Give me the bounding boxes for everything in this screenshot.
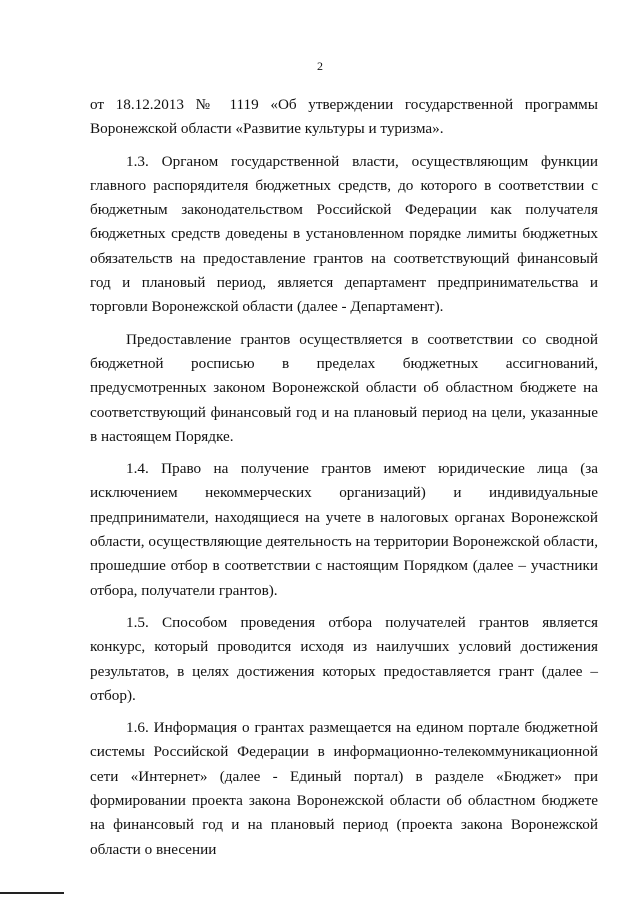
paragraph-1-4: 1.4. Право на получение грантов имеют юридические лица (за исключением некоммерческих организаций) и индивидуальные предприниматели, находящиеся на учете в налоговых органах Воронежской области, осуществляющие деятельность на территории Воронежской области, прошедшие отбор в соответствии с настоящим Порядком (далее – участники отбора, получатели грантов). — [90, 460, 598, 599]
paragraph-1-6: 1.6. Информация о грантах размещается на едином портале бюджетной системы Российской Федерации в информационно-телекоммуникационной сети «Интернет» (далее - Единый портал) в разделе «Бюджет» при формировании проекта закона Воронежской области об областном бюджете на финансовый год и на плановый период (проекта закона Воронежской области о внесении — [90, 719, 598, 858]
paragraph-grant-provision: Предоставление грантов осуществляется в соответствии со сводной бюджетной росписью в пределах бюджетных ассигнований, предусмотренных законом Воронежской области об областном бюджете на соответствующий финансовый год и на плановый период на цели, указанные в настоящем Порядке. — [90, 330, 598, 445]
page-number: 2 — [317, 59, 323, 73]
footnote-rule — [0, 892, 64, 894]
paragraph-1-5: 1.5. Способом проведения отбора получателей грантов является конкурс, который проводится исходя из наилучших условий достижения результатов, в целях достижения которых предоставляется грант (далее – отбор). — [90, 613, 598, 704]
document-body — [90, 93, 598, 870]
paragraph-program-reference: от 18.12.2013 № 1119 «Об утверждении государственной программы Воронежской области «Развитие культуры и туризма». — [90, 96, 598, 138]
paragraph-1-3: 1.3. Органом государственной власти, осуществляющим функции главного распорядителя бюджетных средств, до которого в соответствии с бюджетным законодательством Российской Федерации как получателя бюджетных средств доведены в установленном порядке лимиты бюджетных обязательств на предоставление грантов на соответствующий финансовый год и плановый период, является департамент предпринимательства и торговли Воронежской области (далее - Департамент). — [90, 152, 598, 316]
